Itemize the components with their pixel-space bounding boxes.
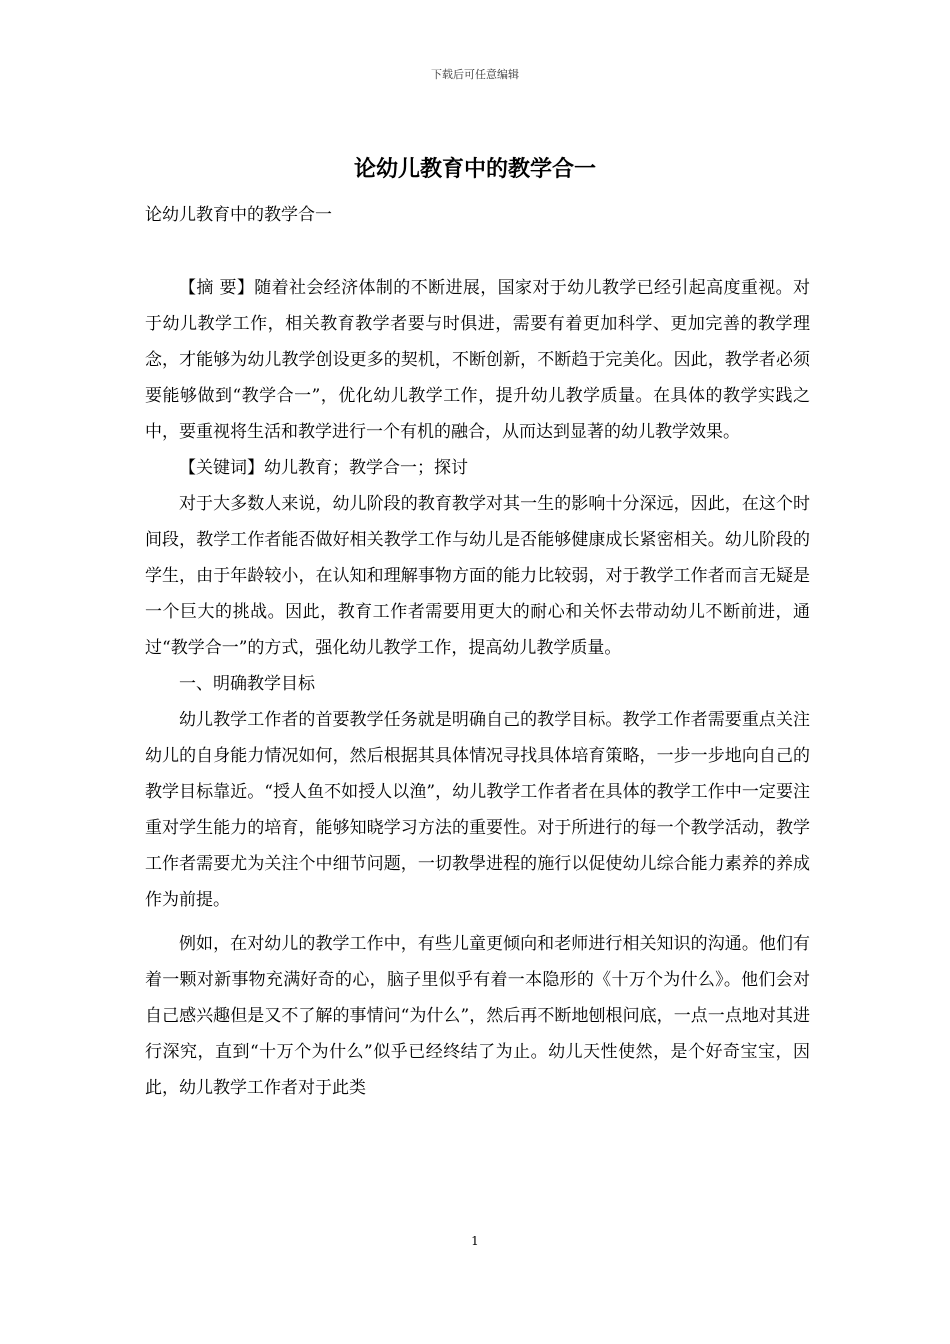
keywords-paragraph: 【关键词】幼儿教育；教学合一；探讨 bbox=[179, 458, 468, 478]
intro-paragraph: 对于大多数人来说，幼儿阶段的教育教学对其一生的影响十分深远，因此，在这个时间段，教学工作者能否做好相关教学工作与幼儿是否能够健康成长紧密相关。幼儿阶段的学生，由于年龄较小，在认知和理解事物方面的能力比较弱，对于教学工作者而言无疑是一个巨大的挑战。因此，教育工作者需要用更大的耐心和关怀去带动幼儿不断前进，通过“教学合一”的方式，强化幼儿教学工作，提高幼儿教学质量。 bbox=[145, 494, 810, 658]
document-subtitle: 论幼儿教育中的教学合一 bbox=[145, 205, 332, 225]
section-heading: 一、明确教学目标 bbox=[179, 674, 315, 694]
page-number: 1 bbox=[471, 1234, 479, 1248]
body-paragraph: 例如，在对幼儿的教学工作中，有些儿童更倾向和老师进行相关知识的沟通。他们有着一颗对新事物充满好奇的心，脑子里似乎有着一本隐形的《十万个为什么》。他们会对自己感兴趣但是又不了解的事情问“为什么”，然后再不断地刨根问底，一点一点地对其进行深究，直到“十万个为什么”似乎已经终结了为止。幼儿天性使然，是个好奇宝宝，因此，幼儿教学工作者对于此类 bbox=[145, 934, 810, 1098]
abstract-paragraph: 【摘 要】随着社会经济体制的不断进展，国家对于幼儿教学已经引起高度重视。对于幼儿教学工作，相关教育教学者要与时俱进，需要有着更加科学、更加完善的教学理念，才能够为幼儿教学创设更多的契机，不断创新，不断趋于完美化。因此，教学者必须要能够做到“教学合一”，优化幼儿教学工作，提升幼儿教学质量。在具体的教学实践之中，要重视将生活和教学进行一个有机的融合，从而达到显著的幼儿教学效果。 bbox=[145, 278, 810, 442]
document-body bbox=[145, 270, 810, 1106]
header-note: 下载后可任意编辑 bbox=[431, 68, 519, 81]
document-title: 论幼儿教育中的教学合一 bbox=[353, 156, 596, 182]
body-paragraph: 幼儿教学工作者的首要教学任务就是明确自己的教学目标。教学工作者需要重点关注幼儿的自身能力情况如何，然后根据其具体情况寻找具体培育策略，一步一步地向自己的教学目标靠近。“授人鱼不如授人以渔”，幼儿教学工作者者在具体的教学工作中一定要注重对学生能力的培育，能够知晓学习方法的重要性。对于所进行的每一个教学活动，教学工作者需要尤为关注个中细节问题，一切教學进程的施行以促使幼儿综合能力素养的养成作为前提。 bbox=[145, 710, 810, 910]
